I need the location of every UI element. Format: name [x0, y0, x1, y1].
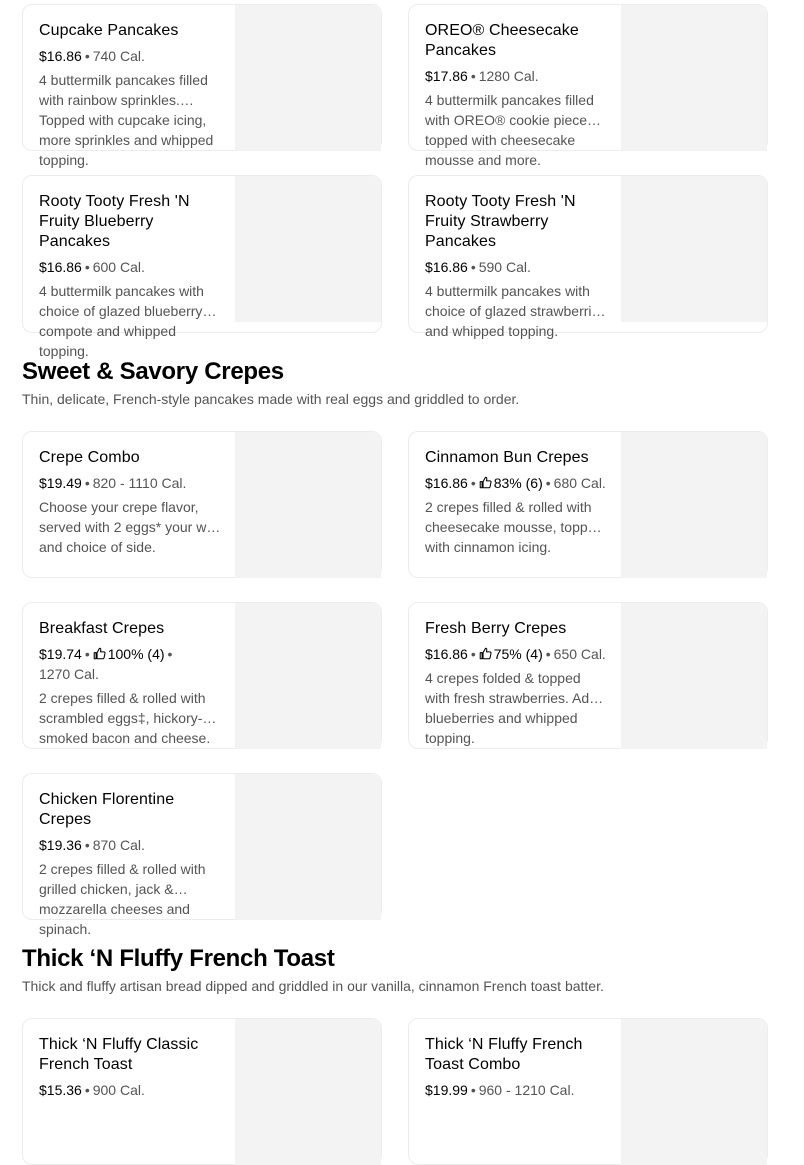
- separator: •: [167, 646, 173, 662]
- menu-item-meta: [425, 257, 608, 277]
- menu-item-name: OREO® Cheesecake Pancakes: [425, 22, 579, 59]
- menu-item-image: [235, 5, 381, 151]
- menu-item-image: [621, 1019, 767, 1165]
- thumbs-up-icon: [93, 647, 106, 660]
- menu-item-meta: [39, 473, 222, 493]
- separator: •: [470, 1082, 476, 1098]
- menu-item-price: $19.49: [39, 475, 82, 491]
- menu-item-description: 2 crepes filled & rolled with cheesecake mousse, topped with cinnamon icing.: [425, 499, 604, 555]
- menu-item-image: [235, 1019, 381, 1165]
- section-subtitle: Thin, delicate, French-style pancakes made with real eggs and griddled to order.: [22, 391, 520, 407]
- menu-item-image: [235, 774, 381, 920]
- menu-item-meta: [425, 644, 608, 664]
- separator: •: [84, 837, 90, 853]
- menu-item-rating: [479, 646, 543, 662]
- menu-item-card[interactable]: [22, 4, 382, 168]
- menu-item-card[interactable]: [22, 1018, 382, 1165]
- menu-item-meta: [425, 66, 608, 86]
- menu-item-card[interactable]: [22, 602, 382, 749]
- rating-value: 83% (6): [493, 475, 543, 491]
- separator: •: [545, 475, 551, 491]
- menu-item-card[interactable]: [408, 602, 768, 749]
- menu-item-name: Cinnamon Bun Crepes: [425, 449, 589, 466]
- menu-item-calories: 740 Cal.: [92, 48, 145, 64]
- menu-item-price: $16.86: [425, 475, 468, 491]
- separator: •: [84, 475, 90, 491]
- section-title: Thick ‘N Fluffy French Toast: [22, 945, 335, 972]
- menu-item-price: $19.36: [39, 837, 82, 853]
- menu-item-price: $15.36: [39, 1082, 82, 1098]
- menu-item-calories: 680 Cal.: [553, 475, 606, 491]
- menu-item-name: Chicken Florentine Crepes: [39, 791, 175, 828]
- menu-item-meta: [39, 644, 222, 684]
- menu-item-meta: [39, 46, 222, 66]
- menu-item-card[interactable]: [408, 175, 768, 339]
- menu-item-price: $16.86: [425, 259, 468, 275]
- menu-item-price: $16.86: [39, 48, 82, 64]
- menu-item-calories: 650 Cal.: [553, 646, 606, 662]
- separator: •: [84, 1082, 90, 1098]
- menu-item-calories: 820 - 1110 Cal.: [92, 475, 187, 491]
- menu-item-image: [621, 5, 767, 151]
- menu-item-calories: 900 Cal.: [92, 1082, 145, 1098]
- menu-item-image: [235, 603, 381, 749]
- menu-item-name: Thick ‘N Fluffy French Toast Combo: [425, 1036, 583, 1073]
- separator: •: [470, 475, 476, 491]
- separator: •: [470, 259, 476, 275]
- menu-item-description: 4 buttermilk pancakes filled with rainbow sprinkles. Topped with cupcake icing, more sprinkles and whipped topping.: [39, 72, 214, 168]
- menu-item-card[interactable]: [408, 1018, 768, 1165]
- separator: •: [470, 68, 476, 84]
- menu-item-price: $19.99: [425, 1082, 468, 1098]
- menu-item-description: 4 buttermilk pancakes filled with OREO® cookie pieces, topped with cheesecake mousse and more.: [425, 92, 598, 168]
- menu-item-meta: [39, 257, 222, 277]
- menu-item-meta: [39, 835, 222, 855]
- menu-item-card[interactable]: [22, 175, 382, 359]
- menu-item-meta: [425, 473, 608, 493]
- thumbs-up-icon: [479, 647, 492, 660]
- menu-item-card[interactable]: [22, 431, 382, 578]
- menu-item-calories: 1270 Cal.: [39, 666, 99, 682]
- menu-item-calories: 590 Cal.: [478, 259, 531, 275]
- rating-value: 100% (4): [107, 646, 165, 662]
- menu-item-rating: [479, 475, 543, 491]
- menu-item-price: $17.86: [425, 68, 468, 84]
- menu-item-name: Rooty Tooty Fresh 'N Fruity Blueberry Pancakes: [39, 193, 190, 250]
- menu-item-card[interactable]: [408, 431, 768, 578]
- menu-item-calories: 870 Cal.: [92, 837, 145, 853]
- menu-item-description: 2 crepes filled & rolled with grilled chicken, jack & mozzarella cheeses and spinach.: [39, 861, 206, 937]
- menu-item-price: $16.86: [39, 259, 82, 275]
- menu-item-meta: [425, 1080, 608, 1100]
- separator: •: [84, 259, 90, 275]
- section-subtitle: Thick and fluffy artisan bread dipped and griddled in our vanilla, cinnamon French toast batter.: [22, 978, 604, 994]
- menu-item-description: 4 buttermilk pancakes with choice of glazed blueberry compote and whipped topping.: [39, 283, 204, 359]
- menu-item-price: $19.74: [39, 646, 82, 662]
- menu-item-image: [621, 432, 767, 578]
- menu-item-description: Choose your crepe flavor, served with 2 eggs* your way and choice of side.: [39, 499, 222, 555]
- menu-item-image: [235, 176, 381, 322]
- menu-item-name: Crepe Combo: [39, 449, 140, 466]
- menu-item-image: [235, 432, 381, 578]
- separator: •: [470, 646, 476, 662]
- menu-item-name: Breakfast Crepes: [39, 620, 165, 637]
- rating-value: 75% (4): [493, 646, 543, 662]
- menu-item-name: Thick ‘N Fluffy Classic French Toast: [39, 1036, 199, 1073]
- menu-item-name: Cupcake Pancakes: [39, 22, 179, 39]
- menu-item-meta: [39, 1080, 222, 1100]
- menu-item-name: Rooty Tooty Fresh 'N Fruity Strawberry Pancakes: [425, 193, 576, 250]
- menu-item-description: 2 crepes filled & rolled with scrambled eggs‡, hickory-smoked bacon and cheese.: [39, 690, 211, 746]
- menu-item-card[interactable]: [408, 4, 768, 168]
- menu-item-rating: [93, 646, 165, 662]
- menu-item-price: $16.86: [425, 646, 468, 662]
- menu-item-card[interactable]: [22, 773, 382, 937]
- separator: •: [545, 646, 551, 662]
- thumbs-up-icon: [479, 476, 492, 489]
- menu-item-calories: 960 - 1210 Cal.: [478, 1082, 575, 1098]
- menu-item-image: [621, 176, 767, 322]
- menu-item-image: [621, 603, 767, 749]
- menu-item-description: 4 crepes folded & topped with fresh strawberries. Add blueberries and whipped topping.: [425, 670, 597, 746]
- menu-item-calories: 1280 Cal.: [478, 68, 539, 84]
- menu-item-name: Fresh Berry Crepes: [425, 620, 567, 637]
- section-title: Sweet & Savory Crepes: [22, 358, 284, 385]
- menu-item-description: 4 buttermilk pancakes with choice of glazed strawberries and whipped topping.: [425, 283, 607, 339]
- menu-item-calories: 600 Cal.: [92, 259, 145, 275]
- separator: •: [84, 48, 90, 64]
- separator: •: [84, 646, 90, 662]
